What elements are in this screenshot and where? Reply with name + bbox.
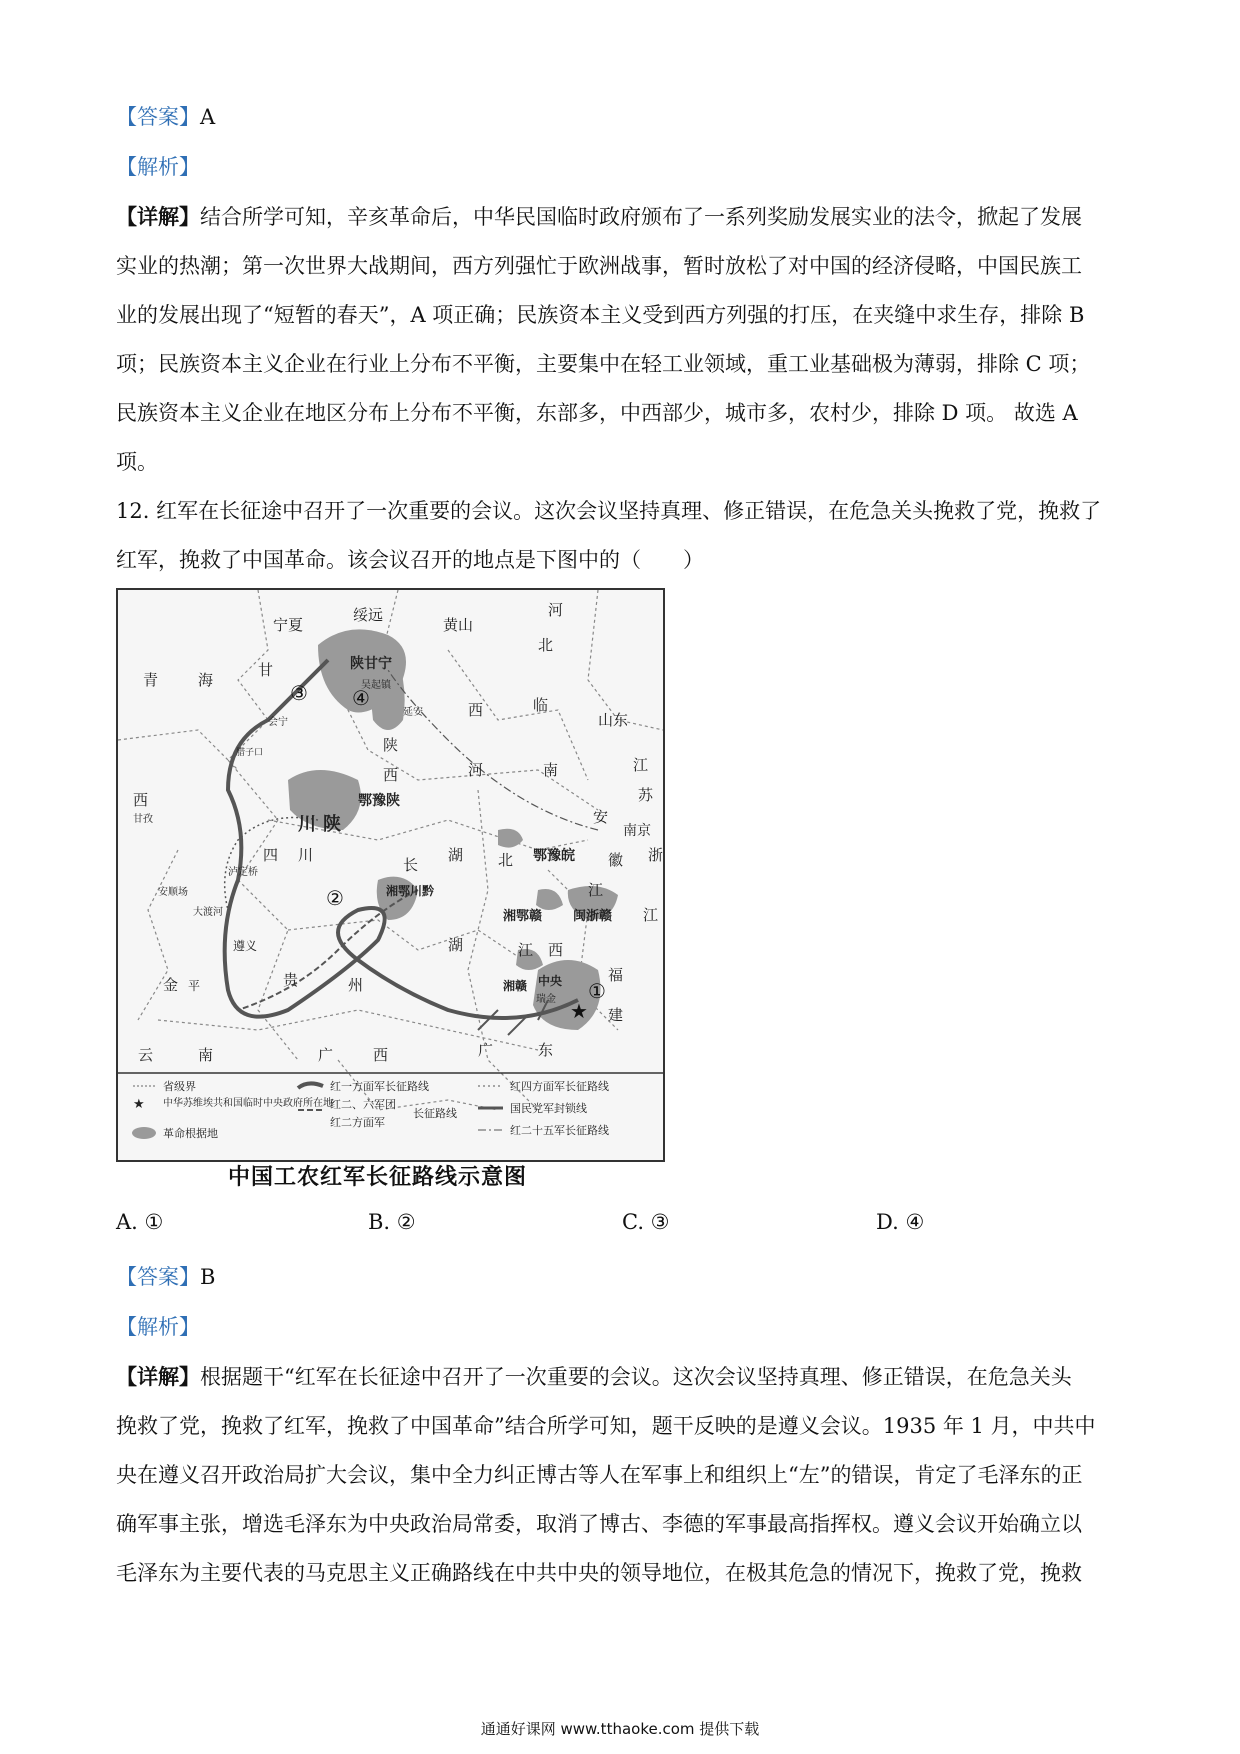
map-label: 州 [348, 976, 364, 994]
legend-item: 红一方面军长征路线 [330, 1080, 429, 1093]
legend-item: 革命根据地 [163, 1127, 218, 1140]
map-label: 会宁 [268, 717, 288, 728]
map-label: 鄂豫皖 [533, 848, 575, 864]
detail-text: 根据题干“红军在长征途中召开了一次重要的会议。这次会议坚持真理、修正错误，在危急关头 [200, 1365, 1072, 1389]
answer-12 [116, 1262, 215, 1292]
map-label: 海 [198, 671, 214, 689]
detail-12-line-3: 确军事主张，增选毛泽东为中央政治局常委，取消了博古、李德的军事最高指挥权。遵义会议开始确立以 [116, 1512, 1082, 1536]
map-label: 川 [298, 846, 314, 864]
map-label: 瑞金 [536, 994, 556, 1005]
map-label: 鄂豫陕 [358, 793, 400, 809]
map-label: 陕 [323, 814, 341, 835]
map-label: 湖 [448, 936, 464, 954]
map-label: 甘 [258, 661, 274, 679]
map-label: 大渡河 [193, 907, 223, 918]
long-march-map [116, 588, 665, 1162]
question-12-line-1: 红军，挽救了中国革命。该会议召开的地点是下图中的（ ） [116, 548, 704, 572]
map-label: 广 [478, 1041, 494, 1059]
map-caption: 中国工农红军长征路线示意图 [228, 1165, 528, 1190]
map-label: 临 [533, 696, 549, 714]
legend-item: 省级界 [163, 1080, 196, 1093]
marker-1: ① [588, 979, 606, 1003]
detail-11-line-2: 业的发展出现了“短暂的春天”，A 项正确；民族资本主义受到西方列强的打压，在夹缝中求生存，排除 B [116, 303, 1085, 327]
answer-tag: 【答案】 [116, 1265, 200, 1289]
map-label: 青 [143, 671, 159, 689]
option-c: C. ③ [622, 1210, 670, 1234]
detail-tag: 【详解】 [116, 1364, 200, 1389]
map-label: 浙 [648, 846, 663, 864]
map-label: 闽浙赣 [573, 909, 613, 924]
marker-4: ④ [352, 686, 370, 710]
detail-11-line-1: 实业的热潮；第一次世界大战期间，西方列强忙于欧洲战事，暂时放松了对中国的经济侵略，中国民族工 [116, 254, 1082, 278]
map-label: 湖 [448, 846, 464, 864]
map-label: 江 [633, 756, 649, 774]
star-icon: ★ [570, 999, 588, 1023]
question-12-line-0: 12. 红军在长征途中召开了一次重要的会议。这次会议坚持真理、修正错误，在危急关头挽救了党，挽救了 [116, 499, 1102, 523]
map-label: 江 [518, 941, 534, 959]
option-b: B. ② [368, 1210, 416, 1234]
map-legend [118, 1073, 663, 1140]
map-label: 山东 [598, 711, 629, 729]
map-label: 川 [298, 814, 316, 835]
detail-11-line-5: 项。 [116, 450, 158, 474]
map-label: 河 [548, 601, 564, 619]
map-label: 甘孜 [133, 814, 153, 825]
marker-2: ② [326, 886, 344, 910]
map-label: 遵义 [233, 939, 258, 953]
option-a: A. ① [116, 1210, 164, 1234]
map-label: 金 [163, 976, 179, 994]
detail-12-line-0 [116, 1362, 1072, 1392]
map-label: 江 [643, 906, 659, 924]
map-label: 黄山 [443, 616, 474, 634]
map-label: 东 [538, 1041, 554, 1059]
map-label: 绥远 [353, 606, 384, 624]
map-label: 湘赣 [503, 979, 528, 993]
legend-item: 红二方面军 [330, 1116, 385, 1129]
map-label: 西 [468, 701, 484, 719]
map-label: 安 [593, 808, 609, 826]
map-label: 湘鄂赣 [503, 909, 543, 924]
detail-11-line-0 [116, 202, 1082, 232]
answer-value: B [200, 1265, 216, 1289]
option-d: D. ④ [876, 1210, 925, 1234]
analysis-tag-11: 【解析】 [116, 155, 200, 179]
marker-3: ③ [290, 681, 308, 705]
map-label: 福 [608, 966, 624, 984]
map-label: 安顺场 [158, 887, 188, 898]
detail-11-line-4: 民族资本主义企业在地区分布上分布不平衡，东部多，中西部少，城市多，农村少，排除 D 项。 故选 A [116, 401, 1078, 425]
map-label: 贵 [283, 971, 299, 989]
detail-text: 结合所学可知，辛亥革命后，中华民国临时政府颁布了一系列奖励发展实业的法令，掀起了发展 [200, 205, 1082, 229]
detail-12-line-1: 挽救了党，挽救了红军，挽救了中国革命”结合所学可知，题干反映的是遵义会议。1935 年 1 月，中共中 [116, 1414, 1096, 1438]
map-label: 平 [188, 979, 201, 993]
map-label: 湘鄂川黔 [386, 884, 435, 898]
map-label: 西 [383, 766, 399, 784]
map-label: 广 [318, 1046, 334, 1064]
map-label: 云 [138, 1046, 154, 1064]
detail-12-line-4: 毛泽东为主要代表的马克思主义正确路线在中共中央的领导地位，在极其危急的情况下，挽救了党，挽救 [116, 1561, 1082, 1585]
legend-star-icon: ★ [133, 1097, 145, 1112]
legend-item: 长征路线 [413, 1107, 457, 1120]
analysis-tag-12: 【解析】 [116, 1315, 200, 1339]
map-label: 苏 [638, 786, 654, 804]
page-footer[interactable]: 通通好课网 www.tthaoke.com 提供下载 [480, 1720, 760, 1738]
legend-item: 红二、六军团 [330, 1098, 396, 1111]
map-label: 南 [198, 1046, 214, 1064]
map-label: 北 [538, 636, 554, 654]
map-label: 徽 [608, 851, 624, 869]
legend-item: 红四方面军长征路线 [510, 1080, 609, 1093]
legend-item: 红二十五军长征路线 [510, 1124, 609, 1137]
map-svg [118, 590, 663, 1160]
detail-12-line-2: 央在遵义召开政治局扩大会议，集中全力纠正博古等人在军事上和组织上“左”的错误，肯定了毛泽东的正 [116, 1463, 1083, 1487]
map-label: 陕 [383, 736, 399, 754]
map-label: 宁夏 [273, 616, 304, 634]
map-label: 江 [588, 881, 604, 899]
map-label: 西 [373, 1046, 389, 1064]
legend-item: 中华苏维埃共和国临时中央政府所在地 [163, 1098, 333, 1109]
map-label: 西 [133, 791, 149, 809]
map-label: 河 [468, 761, 484, 779]
answer-value: A [200, 105, 216, 129]
map-label: 建 [608, 1006, 624, 1024]
map-label: 四 [263, 846, 279, 864]
map-label: 南京 [623, 823, 651, 839]
map-label: 南 [543, 761, 559, 779]
map-label: 延安 [403, 707, 423, 718]
legend-item: 国民党军封锁线 [510, 1102, 587, 1115]
answer-tag: 【答案】 [116, 105, 200, 129]
map-label: 吴起镇 [361, 680, 391, 691]
map-label: 陕甘宁 [350, 656, 392, 672]
map-label: 长 [403, 856, 419, 874]
map-label: 腊子口 [236, 748, 264, 758]
detail-tag: 【详解】 [116, 204, 200, 229]
map-label: 西 [548, 941, 564, 959]
map-label: 泸定桥 [228, 867, 258, 878]
detail-11-line-3: 项；民族资本主义企业在行业上分布不平衡，主要集中在轻工业领域，重工业基础极为薄弱，排除 C 项； [116, 352, 1091, 376]
map-label: 中央 [538, 974, 563, 988]
answer-11 [116, 102, 215, 132]
map-label: 北 [498, 851, 514, 869]
